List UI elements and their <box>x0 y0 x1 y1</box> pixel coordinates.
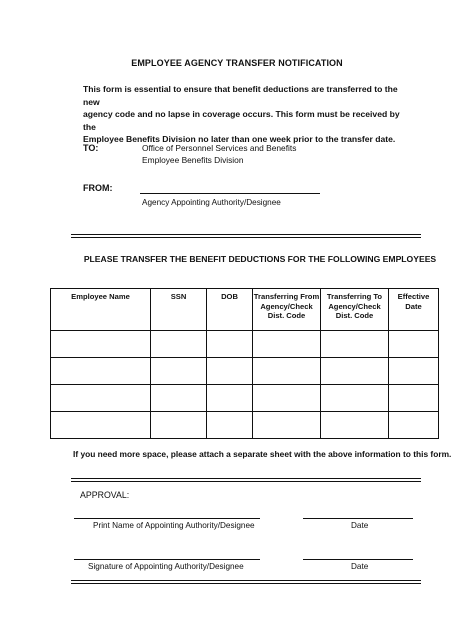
table-cell[interactable] <box>51 331 151 358</box>
from-label: FROM: <box>83 183 113 193</box>
print-name-caption: Print Name of Appointing Authority/Designee <box>93 521 255 530</box>
table-cell[interactable] <box>389 358 439 385</box>
approval-bottom-divider <box>71 580 421 584</box>
table-cell[interactable] <box>151 331 207 358</box>
print-name-line[interactable] <box>74 518 260 519</box>
column-header-dob: DOB <box>207 289 253 331</box>
approval-top-divider <box>71 478 421 482</box>
table-row <box>51 385 439 412</box>
signature-line[interactable] <box>74 559 260 560</box>
to-line: Office of Personnel Services and Benefits <box>142 143 297 153</box>
approval-label: APPROVAL: <box>80 490 130 500</box>
table-cell[interactable] <box>207 358 253 385</box>
section-heading: PLEASE TRANSFER THE BENEFIT DEDUCTIONS FOR THE FOLLOWING EMPLOYEES <box>83 254 437 264</box>
table-cell[interactable] <box>151 358 207 385</box>
table-cell[interactable] <box>207 412 253 439</box>
to-recipient <box>142 143 296 166</box>
print-date-line[interactable] <box>303 518 413 519</box>
signature-caption: Signature of Appointing Authority/Designee <box>88 562 244 571</box>
table-cell[interactable] <box>389 331 439 358</box>
from-signature-line[interactable] <box>140 193 320 194</box>
employee-transfer-table <box>50 288 439 439</box>
table-cell[interactable] <box>253 385 321 412</box>
column-header-employee-name: Employee Name <box>51 289 151 331</box>
table-row <box>51 358 439 385</box>
column-header-transferring-from: Transferring From Agency/Check Dist. Code <box>253 289 321 331</box>
table-cell[interactable] <box>321 331 389 358</box>
table-row <box>51 412 439 439</box>
table-cell[interactable] <box>253 412 321 439</box>
intro-line: agency code and no lapse in coverage occurs. This form must be received by the <box>83 109 400 132</box>
table-cell[interactable] <box>321 412 389 439</box>
table-cell[interactable] <box>389 412 439 439</box>
column-header-effective-date: Effective Date <box>389 289 439 331</box>
signature-date-caption: Date <box>351 562 369 571</box>
column-header-transferring-to: Transferring To Agency/Check Dist. Code <box>321 289 389 331</box>
extra-space-note: If you need more space, please attach a separate sheet with the above information to this form. <box>73 449 452 459</box>
intro-line: Employee Benefits Division no later than one week prior to the transfer date. <box>83 134 396 144</box>
table-cell[interactable] <box>253 331 321 358</box>
print-date-caption: Date <box>351 521 369 530</box>
table-cell[interactable] <box>207 331 253 358</box>
table-cell[interactable] <box>207 385 253 412</box>
intro-line: This form is essential to ensure that benefit deductions are transferred to the new <box>83 84 398 107</box>
table-row <box>51 331 439 358</box>
table-cell[interactable] <box>51 358 151 385</box>
form-title: EMPLOYEE AGENCY TRANSFER NOTIFICATION <box>131 58 343 68</box>
column-header-ssn: SSN <box>151 289 207 331</box>
table-cell[interactable] <box>321 358 389 385</box>
to-label: TO: <box>83 143 99 153</box>
section-divider <box>71 234 421 238</box>
table-cell[interactable] <box>389 385 439 412</box>
table-header-row <box>51 289 439 331</box>
table-cell[interactable] <box>253 358 321 385</box>
table-cell[interactable] <box>321 385 389 412</box>
to-line: Employee Benefits Division <box>142 154 244 165</box>
signature-date-line[interactable] <box>303 559 413 560</box>
table-cell[interactable] <box>51 385 151 412</box>
intro-paragraph <box>83 83 403 146</box>
table-cell[interactable] <box>151 385 207 412</box>
table-cell[interactable] <box>151 412 207 439</box>
table-cell[interactable] <box>51 412 151 439</box>
from-caption: Agency Appointing Authority/Designee <box>142 198 281 207</box>
